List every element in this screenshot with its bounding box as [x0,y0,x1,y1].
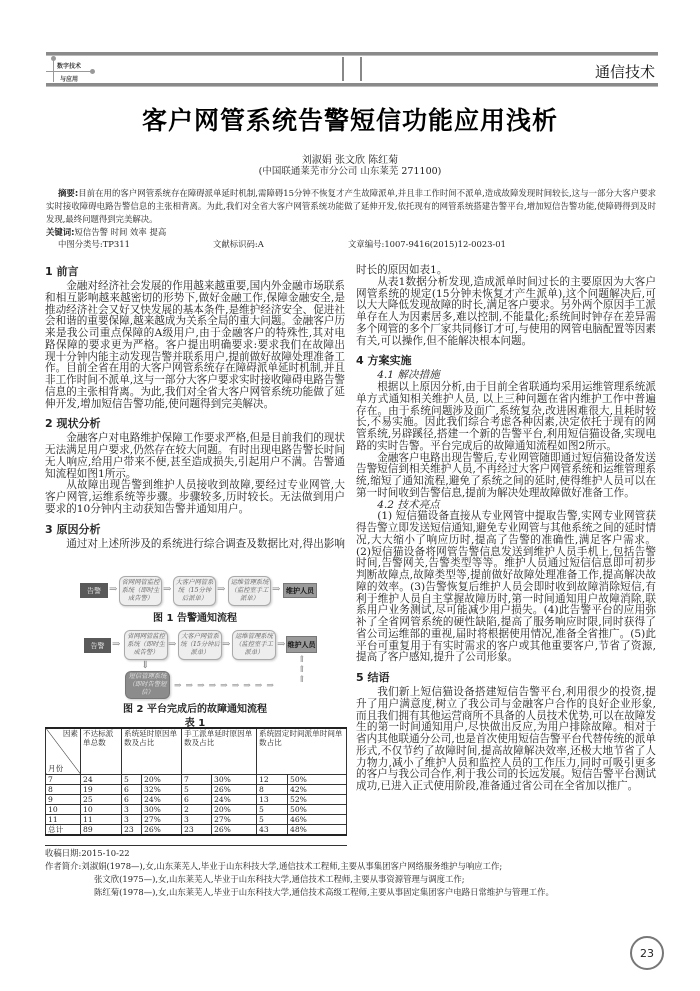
header-divider [360,57,362,81]
table-cell: 6 [122,794,142,804]
flow-node-provincial-nms: 省网网管监控系统（即时生成告警） [124,630,168,660]
table-cell: 10 [81,804,122,814]
bio-label: 作者简介: [45,861,82,871]
logo-dot [90,69,95,74]
table-cell: 27% [142,814,182,824]
table-title: 表 1 [184,718,206,729]
table-cell: 8 [257,784,288,794]
section-heading: 4 方案实施 [356,354,412,368]
table-cell: 7 [46,774,81,784]
bio-line: 刘淑娟(1978—),女,山东莱芜人,毕业于山东科技大学,通信技术工程师,主要从事集团客户网络服务维护与响应工作; [81,861,503,871]
arrow-right-icon: ⇒ [109,584,118,595]
keywords-label: 关键词: [46,227,75,237]
abstract-label: 摘要: [58,188,79,198]
table-cell: 23 [182,824,212,835]
flow-node-alarm: 告警 [80,583,108,598]
flow-node-maintainer: 维护人员 [283,583,317,598]
table-cell: 8 [46,784,81,794]
flow-node-sms-platform: 短信管理系统（即时告警短信） [125,671,170,699]
table-cell: 3 [122,804,142,814]
paragraph: 通过对上述所涉及的系统进行综合调查及数据比对,得出影响 [66,537,345,550]
paragraph: 金融对经济社会发展的作用越来越重要,国内外金融市场联系和相互影响越来越密切的形势下,做好金融工作,保障金融安全,是推动经济社会又好又快发展的基本条件,是维护经济安全、促进社会和谐的重要保障,越来越成为关系全局的重大问题。金融客户历来是我公司重点保障的A级用户,由于金融客户的特殊性,其对电路保障的要求更为严格。客户提出明确要求:要求我们在故障出现十分钟内能主动发现告警并联系用户,提前做好故障处理准备工作。目前全省在用的大客户网管系统存在障碍派单延时机制,并且非工作时间不派单,这与一部分大客户要求实时接收障碍电路告警信息的主张相背离。为此,我们对全省大客户网管系统功能做了延伸开发,增加短信告警功能,使问题得到完美解决。 [45,280,345,410]
document-code: 文献标识码:A [213,239,264,249]
table-cell: 5 [182,784,212,794]
table-cell: 27% [212,814,257,824]
author-bio [45,860,502,873]
table-cell: 89 [81,824,122,835]
arrow-right-icon: ⇒ [163,584,172,595]
received-date: 收稿日期:2015-10-22 [45,848,130,858]
article-number: 文章编号:1007-9416(2015)12-0023-01 [348,239,506,249]
arrow-up-icon: ⇑ ⇑ ⇑ [298,655,306,685]
table-cell: 26% [212,824,257,835]
figure-caption: 图 2 平台完成后的故障通知流程 [123,704,267,715]
section-heading: 1 前言 [45,265,79,278]
affiliation: (中国联通莱芜市分公司 山东莱芜 271100) [258,166,442,177]
table-cell: 30% [142,804,182,814]
table-cell: 3 [122,814,142,824]
header-bottom-rule [46,83,658,87]
section-tag: 通信技术 [594,63,655,81]
table-cell: 总计 [46,824,81,835]
table-cell: 12 [257,774,288,784]
paragraph: 根据以上原因分析,由于目前全省联通均采用运维管理系统派单方式通知相关维护人员, 以上三种问题在省内维护工作中普遍存在。由于系统问题涉及面广,系统复杂,改进困难很大,且耗时较长,不易实施。因此我们综合考虑各种因素,决定依托于现有的网管系统,另辟蹊径,搭建一个新的告警平台,利用短信猫设备,实现电路的实时告警。平台完成后的故障通知流程如图2所示。 [356,381,656,452]
corner-label-month: 月份 [48,763,64,773]
table-cell: 25 [81,794,122,804]
flow-node-provincial-nms: 省网网管监控系统（即时生成告警） [119,576,162,606]
paragraph: 从表1数据分析发现,造成派单时间过长的主要原因为大客户网管系统的规定(15分钟未恢复才产生派单),这个问题解决后,可以大大降低发现故障的时长,满足客户要求。另外两个原因手工派单存在人为因素居多,难以控制,不能量化;系统间时钟存在差异需多个网管的多个厂家共同修订才可,与使用的网管电脑配置等因素有关,可以操作,但不能解决根本问题。 [356,275,656,347]
paragraph: 金融客户电路出现告警后,专业网管随即通过短信猫设备发送告警短信到相关维护人员,不再经过大客户网管系统和运维管理系统,缩短了通知流程,避免了系统之间的延时,使得维护人员可以在第一时间收到告警信息,提前为解决处理故障做好准备工作。 [356,451,656,499]
journal-logo-line2: 与应用 [60,76,79,83]
table-cell: 10 [46,804,81,814]
table-cell: 46% [288,814,347,824]
paragraph: 从故障出现告警到维护人员接收到故障,要经过专业网管,大客户网管,运维系统等步骤。步骤较多,历时较长。无法做到用户要求的10分钟内主动获知告警并通知用户。 [45,479,345,515]
clc-number: 中图分类号:TP311 [58,239,130,249]
table-cell: 26% [142,824,182,835]
table-cell: 5 [257,804,288,814]
table-cell: 50% [288,804,347,814]
table-header: 系统固定时间派单时间单数占比 [257,728,347,774]
table-cell: 20% [212,804,257,814]
table-cell: 42% [288,784,347,794]
flow-node-ops-system: 运维管理系统（监控室手工派单） [228,576,271,606]
table-cell: 9 [46,794,81,804]
bio-line: 张文欣(1975—),女,山东莱芜人,毕业于山东科技大学,通信技术工程师,主要从事资源管理与调度工作; [94,874,465,884]
table-header: 手工派单延时原因单数及占比 [182,728,257,774]
table-cell: 6 [122,784,142,794]
dashed-arrows-icon: ⇒⇒⇒⇒⇒⇒⇒⇒⇒ [174,681,278,691]
arrow-right-icon: ⇒ [112,639,121,650]
table-cell: 50% [288,774,347,784]
footnote-rule [45,845,347,846]
page-number-badge [630,936,664,970]
table-row [46,784,347,794]
table-cell: 5 [257,814,288,824]
logo-line [53,58,54,82]
arrow-right-icon: ⇒ [277,639,286,650]
flow-node-customer-nms: 大客户网管系统（15分钟后派单） [173,576,216,606]
table-row [46,814,347,824]
table-cell: 30% [212,774,257,784]
table-cell: 43 [257,824,288,835]
table-cell: 6 [182,794,212,804]
arrow-right-icon: ⇒ [272,584,281,595]
journal-logo-line1: 数字技术 [57,63,82,70]
table-cell: 11 [46,814,81,824]
table-cell: 26% [212,784,257,794]
paragraph: 金融客户对电路维护保障工作要求严格,但是目前我们的现状无法满足用户要求,仍然存在较大问题。有时出现电路告警长时间无人响应,给用户带来不便,甚至造成损失,引起用户不满。告警通知流程如图1所示。 [45,432,345,480]
table-cell: 2 [182,804,212,814]
table-header: 不达标派单总数 [81,728,122,774]
table-cell: 48% [288,824,347,835]
flow-node-customer-nms: 大客户网管系统（15分钟后派单） [178,630,222,660]
table-cell: 32% [142,784,182,794]
figure-caption: 图 1 告警通知流程 [153,613,237,624]
paragraph: (1) 短信猫设备直接从专业网管中提取告警,实网专业网管获得告警立即发送短信通知,避免专业网管与其他系统之间的延时情况,大大缩小了响应历时,提高了告警的准确性,满足客户需求。(2)短信猫设备将网管告警信息发送到维护人员手机上,包括告警时间,告警网关,告警类型等等。维护人员通过短信信息即可初步判断故障点,故障类型等,提前做好故障处理准备工作,提高解决故障的效率。(3)告警恢复后维护人员会即时收到故障消除短信,有利于维护人员自主掌握故障历时,第一时间通知用户故障消除,联系用户业务测试,尽可能减少用户损失。(4)此告警平台的应用弥补了全省网管系统的硬性缺陷,提高了服务响应时限,同时获得了省公司运维部的重视,届时将根据使用情况,准备全省推广。(5)此平台可重复用于有实时需求的客户或其他重要客户,节省了资源,提高了客户感知,提升了公司形象。 [356,510,656,664]
arrow-right-icon: ⇒ [168,639,177,650]
subsection-heading: 4.1 解决措施 [377,369,440,382]
section-heading: 2 现状分析 [45,417,101,431]
table-cell: 13 [257,794,288,804]
table-cell: 5 [122,774,142,784]
table-cell: 52% [288,794,347,804]
flow-node-ops-system: 运维管理系统（监控室手工派单） [232,630,276,660]
table-row [46,794,347,804]
flow-node-maintainer: 维护人员 [286,636,317,653]
table-corner-cell [46,728,81,774]
table-cell: 19 [81,784,122,794]
table-row [46,804,347,814]
header-divider [342,57,344,81]
arrow-right-icon: ⇒ [222,639,231,650]
logo-line [46,71,91,72]
table-cell: 20% [142,774,182,784]
section-heading: 5 结语 [356,671,390,684]
table-cell: 23 [122,824,142,835]
paragraph: 时长的原因如表1。 [356,264,448,276]
section-heading: 3 原因分析 [45,522,101,536]
abstract [46,187,656,239]
table-cell: 11 [81,814,122,824]
table-header-row [46,728,347,774]
header-top-rule [46,52,658,56]
paper-title: 客户网管系统告警短信功能应用浅析 [141,106,558,135]
table-row-total [46,824,347,835]
table-cell: 24 [81,774,122,784]
paragraph: 我们新上短信猫设备搭建短信告警平台,利用很少的投资,提升了用户满意度,树立了我公司与金融客户合作的良好企业形象,而且我们拥有其他运营商所不具备的人员技术优势,可以在故障发生的第一时间通知用户,尽快做出反应,为用户排除故障。相对于省内其他联通分公司,也是首次使用短信告警平台代替传统的派单形式,不仅节约了故障时间,提高故障解决效率,还极大地节省了人力物力,减小了维护人员和监控人员的工作压力,同时可吸引更多的客户与我公司合作,利于我公司的长远发展。短信告警平台测试成功,已进入正式使用阶段,准备通过省公司在全省加以推广。 [356,686,656,792]
subsection-heading: 4.2 技术亮点 [377,498,440,511]
left-column [45,265,345,550]
table-cell: 24% [212,794,257,804]
authors: 刘淑娟 张文欣 陈红菊 [301,155,399,166]
corner-label-factor: 因素 [62,729,78,738]
bio-line: 陈红菊(1978—),女,山东莱芜人,毕业于山东科技大学,通信技术高级工程师,主要从事固定集团客户电路日常维护与管理工作。 [94,887,554,897]
abstract-text: 目前在用的客户网管系统存在障碍派单延时机制,需障碍15分钟不恢复才产生故障派单,并且非工作时间不派单,造成故障发现时间较长,这与一部分大客户要求实时接收障碍电路告警信息的主张相背离。为此,我们对全省大客户网管系统功能做了延伸开发,依托现有的网管系统搭建告警平台,增加短信告警功能,使障碍得到及时发现,最终问题得到完美解决。 [46,188,656,224]
table-cell: 7 [182,774,212,784]
table-cell: 24% [142,794,182,804]
page-number: 23 [640,946,654,960]
table-1 [45,727,347,836]
arrow-down-icon: ⇓ [141,660,150,671]
table-row [46,774,347,784]
table-cell: 3 [182,814,212,824]
flow-node-alarm: 告警 [84,638,111,653]
arrow-right-icon: ⇒ [217,584,226,595]
right-column [356,265,656,793]
keywords-text: 短信告警 时间 效率 提高 [74,227,167,237]
table-header: 系统延时原因单数及占比 [122,728,182,774]
